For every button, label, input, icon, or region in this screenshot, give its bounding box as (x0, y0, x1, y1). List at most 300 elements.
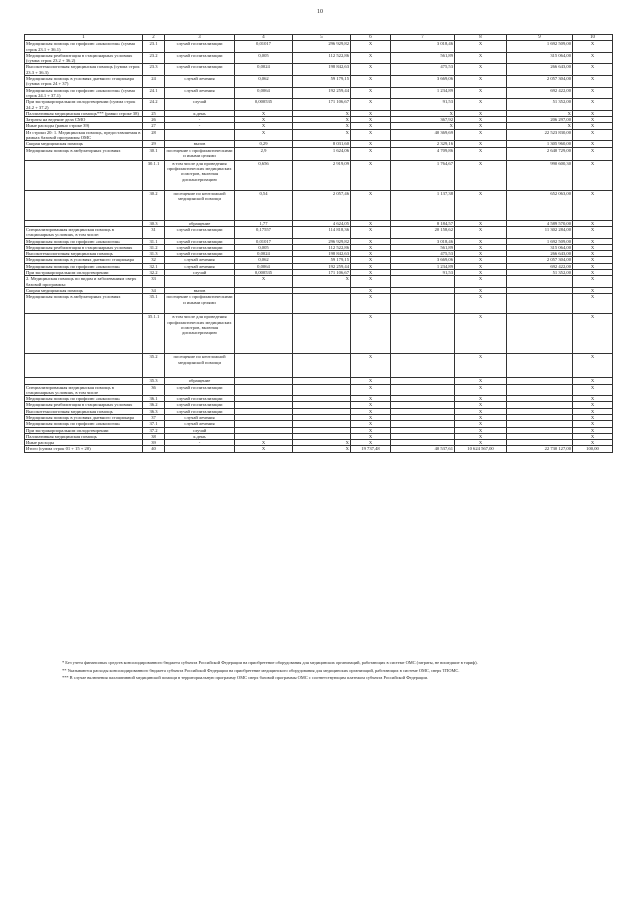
cell-oms-per-capita: 3 669,06 (391, 76, 455, 88)
cell-label: Медицинская помощь по профилю «онкология» (25, 396, 143, 402)
column-number: 3 (165, 35, 235, 41)
cell-unit: случай лечения (165, 421, 235, 427)
table-row (25, 52, 613, 64)
cell-code: 37.2 (143, 427, 165, 433)
cell-oms-total (507, 384, 573, 396)
cell-label (25, 314, 143, 354)
cell-budget-per-capita: 19 737,48 (351, 446, 391, 452)
cell-budget-total: X (455, 354, 507, 378)
cell-code: 26 (143, 117, 165, 123)
cell-volume (235, 294, 293, 314)
cell-unit: случай госпитализации (165, 226, 235, 238)
cell-budget-per-capita: X (351, 263, 391, 269)
cell-oms-total: 692 422,00 (507, 87, 573, 99)
cell-share: X (573, 99, 613, 111)
cell-cost: X (293, 110, 351, 116)
cell-share: X (573, 129, 613, 141)
cell-oms-total: 692 422,00 (507, 263, 573, 269)
cell-share: X (573, 110, 613, 116)
cell-cost: 112 522,86 (293, 244, 351, 250)
cell-code: 40 (143, 446, 165, 452)
cell-label: Высокотехнологичная медицинская помощь (25, 251, 143, 257)
cell-budget-per-capita: X (351, 129, 391, 141)
cell-volume: 0,000535 (235, 99, 293, 111)
cell-budget-total: X (455, 276, 507, 288)
cell-budget-per-capita: X (351, 99, 391, 111)
cell-label: Иные расходы (равно строке 39) (25, 123, 143, 129)
cell-cost (293, 354, 351, 378)
cell-label: Специализированная медицинская помощь в стационарных условиях, в том числе (25, 384, 143, 396)
cell-budget-per-capita: X (351, 64, 391, 76)
cell-cost: 171 106,67 (293, 270, 351, 276)
cell-label: Специализированная медицинская помощь в стационарных условиях, в том числе: (25, 226, 143, 238)
cell-oms-per-capita: 1 137,38 (391, 190, 455, 220)
cell-cost: 59 179,15 (293, 76, 351, 88)
cell-budget-per-capita: X (351, 251, 391, 257)
cell-budget-total: X (455, 64, 507, 76)
cell-oms-per-capita: 475,53 (391, 251, 455, 257)
cell-budget-per-capita: X (351, 396, 391, 402)
cell-budget-total: X (455, 263, 507, 269)
cell-code: 36.2 (143, 402, 165, 408)
cell-unit: вызов (165, 287, 235, 293)
cell-share: X (573, 378, 613, 384)
cell-cost (293, 314, 351, 354)
cell-volume: X (235, 446, 293, 452)
cell-unit: обращение (165, 378, 235, 384)
cell-share: X (573, 427, 613, 433)
cell-label: Медицинская помощь в условиях дневного стационара (25, 414, 143, 420)
column-number: 8 (455, 35, 507, 41)
cell-budget-per-capita: X (351, 440, 391, 446)
cell-volume: X (235, 440, 293, 446)
cell-oms-per-capita (391, 384, 455, 396)
cell-oms-total: 1 692 509,00 (507, 41, 573, 53)
table-row (25, 294, 613, 314)
cell-budget-per-capita: X (351, 160, 391, 190)
cell-oms-per-capita: 367,92 (391, 117, 455, 123)
cell-cost: 4 624,05 (293, 220, 351, 226)
cell-unit (165, 446, 235, 452)
column-number: 7 (391, 35, 455, 41)
cell-cost: X (293, 123, 351, 129)
cell-share: 100,00 (573, 446, 613, 452)
cell-cost (293, 384, 351, 396)
cell-code: 30.1 (143, 147, 165, 160)
cell-oms-total: 2 640 729,00 (507, 147, 573, 160)
cell-label: При экстракорпоральном оплодотворении (сумма строк 24.2 + 37.2) (25, 99, 143, 111)
cell-budget-total: X (455, 402, 507, 408)
cell-share: X (573, 238, 613, 244)
cell-unit: - (165, 117, 235, 123)
cell-oms-total: 22 523 830,00 (507, 129, 573, 141)
cell-code: 30.2 (143, 190, 165, 220)
footnote: * Без учета финансовых средств консолидированного бюджета субъекта Российской Федерации на приобретение оборудования для медицинских организаций, работающих в системе ОМС (затраты, не вошедшие в тариф). (62, 660, 478, 665)
cell-oms-per-capita: X (391, 123, 455, 129)
cell-cost: X (293, 276, 351, 288)
cell-share: X (573, 433, 613, 439)
cell-budget-total: X (455, 270, 507, 276)
cell-label: Итого (сумма строк 01 + 15 + 20) (25, 446, 143, 452)
table-row (25, 226, 613, 238)
cell-oms-per-capita: X (391, 110, 455, 116)
cell-budget-total: X (455, 408, 507, 414)
cell-label: Медицинская помощь по профилю «онкология» (25, 421, 143, 427)
cell-oms-per-capita: 1 234,89 (391, 263, 455, 269)
cell-share: X (573, 414, 613, 420)
cell-label (25, 190, 143, 220)
table-row (25, 64, 613, 76)
cell-share: X (573, 402, 613, 408)
cell-budget-per-capita: X (351, 276, 391, 288)
cell-unit: случай госпитализации (165, 396, 235, 402)
cell-share: X (573, 160, 613, 190)
table-row (25, 147, 613, 160)
cell-unit (165, 129, 235, 141)
cell-code: 36.3 (143, 408, 165, 414)
table-row (25, 41, 613, 53)
cell-oms-per-capita: 475,53 (391, 64, 455, 76)
cell-volume: 0,01017 (235, 238, 293, 244)
column-number: 5 (293, 35, 351, 41)
cell-cost: X (293, 129, 351, 141)
cell-label: Высокотехнологичная медицинская помощь (сумма строк 23.3 + 36.3) (25, 64, 143, 76)
cell-budget-per-capita: X (351, 147, 391, 160)
cell-volume: 0,01017 (235, 41, 293, 53)
cell-oms-per-capita: 91,53 (391, 270, 455, 276)
cell-budget-total: X (455, 117, 507, 123)
cell-oms-total (507, 276, 573, 288)
cell-label: 2. Медицинская помощь по видам и заболеваниям сверх базовой программы: (25, 276, 143, 288)
cell-code: 37.1 (143, 421, 165, 427)
cell-code: 31.1 (143, 238, 165, 244)
cell-label: Из строки 20: 1. Медицинская помощь, предоставляемая в рамках базовой программы ОМС (25, 129, 143, 141)
cell-share: X (573, 440, 613, 446)
cell-unit: случай госпитализации (165, 251, 235, 257)
cell-oms-per-capita: 40 537,61 (391, 446, 455, 452)
cell-oms-total: X (507, 123, 573, 129)
cell-cost: 2 919,09 (293, 160, 351, 190)
cell-oms-total (507, 294, 573, 314)
cell-volume: X (235, 110, 293, 116)
cell-budget-total: X (455, 440, 507, 446)
cell-share: X (573, 314, 613, 354)
cell-budget-per-capita: X (351, 110, 391, 116)
cell-unit: случай лечения (165, 414, 235, 420)
cell-unit: случай лечения (165, 87, 235, 99)
cell-budget-total: X (455, 87, 507, 99)
cell-label (25, 354, 143, 378)
cell-cost: 198 842,63 (293, 64, 351, 76)
cell-budget-per-capita: X (351, 408, 391, 414)
cell-unit: случай госпитализации (165, 384, 235, 396)
cell-share: X (573, 220, 613, 226)
cell-code: 39 (143, 440, 165, 446)
cell-cost: 296 929,82 (293, 41, 351, 53)
cell-budget-per-capita: X (351, 226, 391, 238)
cell-cost: 171 106,67 (293, 99, 351, 111)
cell-cost: X (293, 117, 351, 123)
cell-budget-total: X (455, 414, 507, 420)
cell-unit: - (165, 123, 235, 129)
cell-oms-total (507, 314, 573, 354)
cell-share: X (573, 294, 613, 314)
cell-unit: вызов (165, 141, 235, 147)
table-row (25, 354, 613, 378)
cell-oms-total: 315 064,00 (507, 52, 573, 64)
cell-budget-per-capita: X (351, 123, 391, 129)
cell-volume: 1,77 (235, 220, 293, 226)
cell-budget-per-capita: X (351, 421, 391, 427)
cell-code: 24 (143, 76, 165, 88)
cell-label: Медицинская помощь в амбулаторных условиях (25, 147, 143, 160)
cell-unit: посещение с профилактическими и иными целями (165, 147, 235, 160)
cell-budget-per-capita: X (351, 41, 391, 53)
cell-volume: 0,0064 (235, 87, 293, 99)
cell-budget-total: X (455, 147, 507, 160)
cell-label: Иные расходы (25, 440, 143, 446)
cell-code: 35.1.1 (143, 314, 165, 354)
cell-oms-total: 4 589 570,00 (507, 220, 573, 226)
cell-unit: посещение по неотложной медицинской помощи (165, 354, 235, 378)
cell-oms-total: 2 057 304,00 (507, 76, 573, 88)
column-number: 4 (235, 35, 293, 41)
cell-volume: 0,062 (235, 257, 293, 263)
cell-share: X (573, 421, 613, 427)
cell-oms-per-capita: 3 018,46 (391, 238, 455, 244)
cell-share: X (573, 251, 613, 257)
cell-oms-per-capita: 3 669,06 (391, 257, 455, 263)
column-number: 10 (573, 35, 613, 41)
cell-budget-total: X (455, 99, 507, 111)
cell-budget-total: X (455, 427, 507, 433)
cell-budget-per-capita: X (351, 117, 391, 123)
cell-cost: 112 522,86 (293, 52, 351, 64)
cell-label: Паллиативная медицинская помощь (25, 433, 143, 439)
cell-code: 31.3 (143, 251, 165, 257)
cell-share: X (573, 190, 613, 220)
cell-share: X (573, 117, 613, 123)
cell-volume: 0,54 (235, 190, 293, 220)
cell-budget-total: X (455, 52, 507, 64)
cell-unit: случай (165, 427, 235, 433)
cell-share: X (573, 52, 613, 64)
cell-budget-per-capita: X (351, 244, 391, 250)
cell-label: При экстракорпоральном оплодотворении (25, 270, 143, 276)
cell-label: Затраты на ведение дела СМО (25, 117, 143, 123)
cell-budget-total: X (455, 110, 507, 116)
cell-budget-total: X (455, 421, 507, 427)
cell-oms-total: 1 692 509,00 (507, 238, 573, 244)
cell-label: Медицинская помощь по профилю «онкология» (сумма строк 24.1 + 37.1) (25, 87, 143, 99)
cell-cost: X (293, 446, 351, 452)
cell-budget-per-capita: X (351, 220, 391, 226)
cell-cost: 59 179,15 (293, 257, 351, 263)
cell-volume: 0,062 (235, 76, 293, 88)
table-row (25, 129, 613, 141)
cell-unit: случай (165, 270, 235, 276)
cell-code: 29 (143, 141, 165, 147)
cell-cost (293, 294, 351, 314)
cell-cost: 296 929,82 (293, 238, 351, 244)
cell-code: 35.3 (143, 378, 165, 384)
cell-budget-per-capita: X (351, 402, 391, 408)
cell-share: X (573, 123, 613, 129)
column-number: 9 (507, 35, 573, 41)
cell-oms-total: 1 305 960,00 (507, 141, 573, 147)
cell-label: Медицинская реабилитация в стационарных условиях (25, 402, 143, 408)
cell-share: X (573, 257, 613, 263)
cell-unit: случай госпитализации (165, 408, 235, 414)
cell-budget-total: X (455, 129, 507, 141)
column-number: 2 (143, 35, 165, 41)
cell-volume: 0,0024 (235, 64, 293, 76)
cell-unit: в том числе для проведения профилактических медицинских осмотров, включая диспансеризацию (165, 314, 235, 354)
cell-budget-per-capita: X (351, 238, 391, 244)
cell-unit: случай госпитализации (165, 238, 235, 244)
cell-budget-total: X (455, 226, 507, 238)
cell-unit: - (165, 440, 235, 446)
column-number: 1 (25, 35, 143, 41)
cell-oms-total: 22 730 127,00 (507, 446, 573, 452)
cell-budget-total: X (455, 396, 507, 402)
cell-code: 30.3 (143, 220, 165, 226)
cell-code: 27 (143, 123, 165, 129)
column-number: 6 (351, 35, 391, 41)
table-row (25, 160, 613, 190)
cell-code: 35.2 (143, 354, 165, 378)
cell-budget-total: X (455, 314, 507, 354)
cell-unit (165, 276, 235, 288)
cell-unit: случай госпитализации (165, 244, 235, 250)
cell-share: X (573, 408, 613, 414)
cell-unit: случай госпитализации (165, 41, 235, 53)
cell-volume: 0,0064 (235, 263, 293, 269)
cell-budget-per-capita: X (351, 287, 391, 293)
cell-volume: X (235, 123, 293, 129)
cell-budget-total: X (455, 244, 507, 250)
cell-code: 38 (143, 433, 165, 439)
cell-code: 30.1.1 (143, 160, 165, 190)
cell-volume: 0,656 (235, 160, 293, 190)
cell-volume: 0,0024 (235, 251, 293, 257)
cell-label: Медицинская помощь в амбулаторных условиях (25, 294, 143, 314)
cell-volume (235, 354, 293, 378)
table-row (25, 384, 613, 396)
cell-oms-total: 206 297,00 (507, 117, 573, 123)
cell-unit: случай (165, 99, 235, 111)
cell-unit: в том числе для проведения профилактических медицинских осмотров, включая диспансеризацию (165, 160, 235, 190)
cell-share: X (573, 287, 613, 293)
cell-code: 32.2 (143, 270, 165, 276)
cell-label: Медицинская помощь по профилю «онкология» (сумма строк 23.1 + 36.1) (25, 41, 143, 53)
cell-share: X (573, 354, 613, 378)
cell-budget-per-capita: X (351, 414, 391, 420)
cell-code: 36 (143, 384, 165, 396)
cell-share: X (573, 41, 613, 53)
cell-budget-per-capita: X (351, 190, 391, 220)
cell-volume: 0,000535 (235, 270, 293, 276)
cell-label (25, 160, 143, 190)
cell-oms-per-capita (391, 314, 455, 354)
cell-oms-per-capita: 20 158,62 (391, 226, 455, 238)
cell-code: 32 (143, 257, 165, 263)
cell-oms-total: 51 352,00 (507, 270, 573, 276)
cell-budget-per-capita: X (351, 270, 391, 276)
cell-oms-total: 652 063,00 (507, 190, 573, 220)
cell-budget-total: X (455, 220, 507, 226)
cell-label: Медицинская реабилитация в стационарных условиях (25, 244, 143, 250)
cell-cost: 198 842,63 (293, 251, 351, 257)
cell-oms-per-capita: 91,53 (391, 99, 455, 111)
cell-unit: случай госпитализации (165, 402, 235, 408)
cell-share: X (573, 276, 613, 288)
cell-oms-total: X (507, 110, 573, 116)
table-row (25, 314, 613, 354)
cell-cost: X (293, 440, 351, 446)
cell-share: X (573, 263, 613, 269)
cell-code: 36.1 (143, 396, 165, 402)
cell-oms-total: 266 643,00 (507, 64, 573, 76)
cell-oms-per-capita (391, 294, 455, 314)
cell-budget-total: X (455, 433, 507, 439)
cell-share: X (573, 226, 613, 238)
cell-volume: 0,17557 (235, 226, 293, 238)
cell-volume: 0,29 (235, 141, 293, 147)
cell-oms-per-capita: 4 709,86 (391, 147, 455, 160)
cell-label: Медицинская реабилитация в стационарных условиях (сумма строк 23.2 + 36.2) (25, 52, 143, 64)
cell-oms-total: 266 643,00 (507, 251, 573, 257)
cell-code: 31.2 (143, 244, 165, 250)
cell-code: 28 (143, 129, 165, 141)
cell-oms-per-capita (391, 354, 455, 378)
cell-code: 25 (143, 110, 165, 116)
cell-label: Медицинская помощь по профилю «онкология» (25, 238, 143, 244)
cell-budget-total: X (455, 378, 507, 384)
cell-share: X (573, 64, 613, 76)
cell-label: Паллиативная медицинская помощь*** (равно строке 38) (25, 110, 143, 116)
table-row (25, 276, 613, 288)
cell-code: 34 (143, 287, 165, 293)
cell-budget-total: X (455, 251, 507, 257)
cell-oms-total: 2 057 304,00 (507, 257, 573, 263)
cell-budget-per-capita: X (351, 294, 391, 314)
cell-code: 31 (143, 226, 165, 238)
cell-cost: 114 818,36 (293, 226, 351, 238)
cell-code: 32.1 (143, 263, 165, 269)
footnotes (24, 660, 614, 683)
cell-oms-per-capita: 561,89 (391, 52, 455, 64)
cell-label: Скорая медицинская помощь (25, 141, 143, 147)
cell-volume: 0,005 (235, 244, 293, 250)
cell-volume: X (235, 276, 293, 288)
cell-volume: 2,9 (235, 147, 293, 160)
cell-share: X (573, 76, 613, 88)
cell-code: 37 (143, 414, 165, 420)
cell-oms-total: 11 302 284,00 (507, 226, 573, 238)
cell-share: X (573, 141, 613, 147)
cell-oms-total (507, 354, 573, 378)
table-row (25, 87, 613, 99)
cell-unit: случай лечения (165, 257, 235, 263)
cell-oms-total: 315 064,00 (507, 244, 573, 250)
cell-oms-per-capita: 8 184,57 (391, 220, 455, 226)
cell-oms-total: 51 352,00 (507, 99, 573, 111)
cell-code: 24.2 (143, 99, 165, 111)
cell-code: 23.2 (143, 52, 165, 64)
cell-budget-per-capita: X (351, 354, 391, 378)
cell-budget-per-capita: X (351, 384, 391, 396)
